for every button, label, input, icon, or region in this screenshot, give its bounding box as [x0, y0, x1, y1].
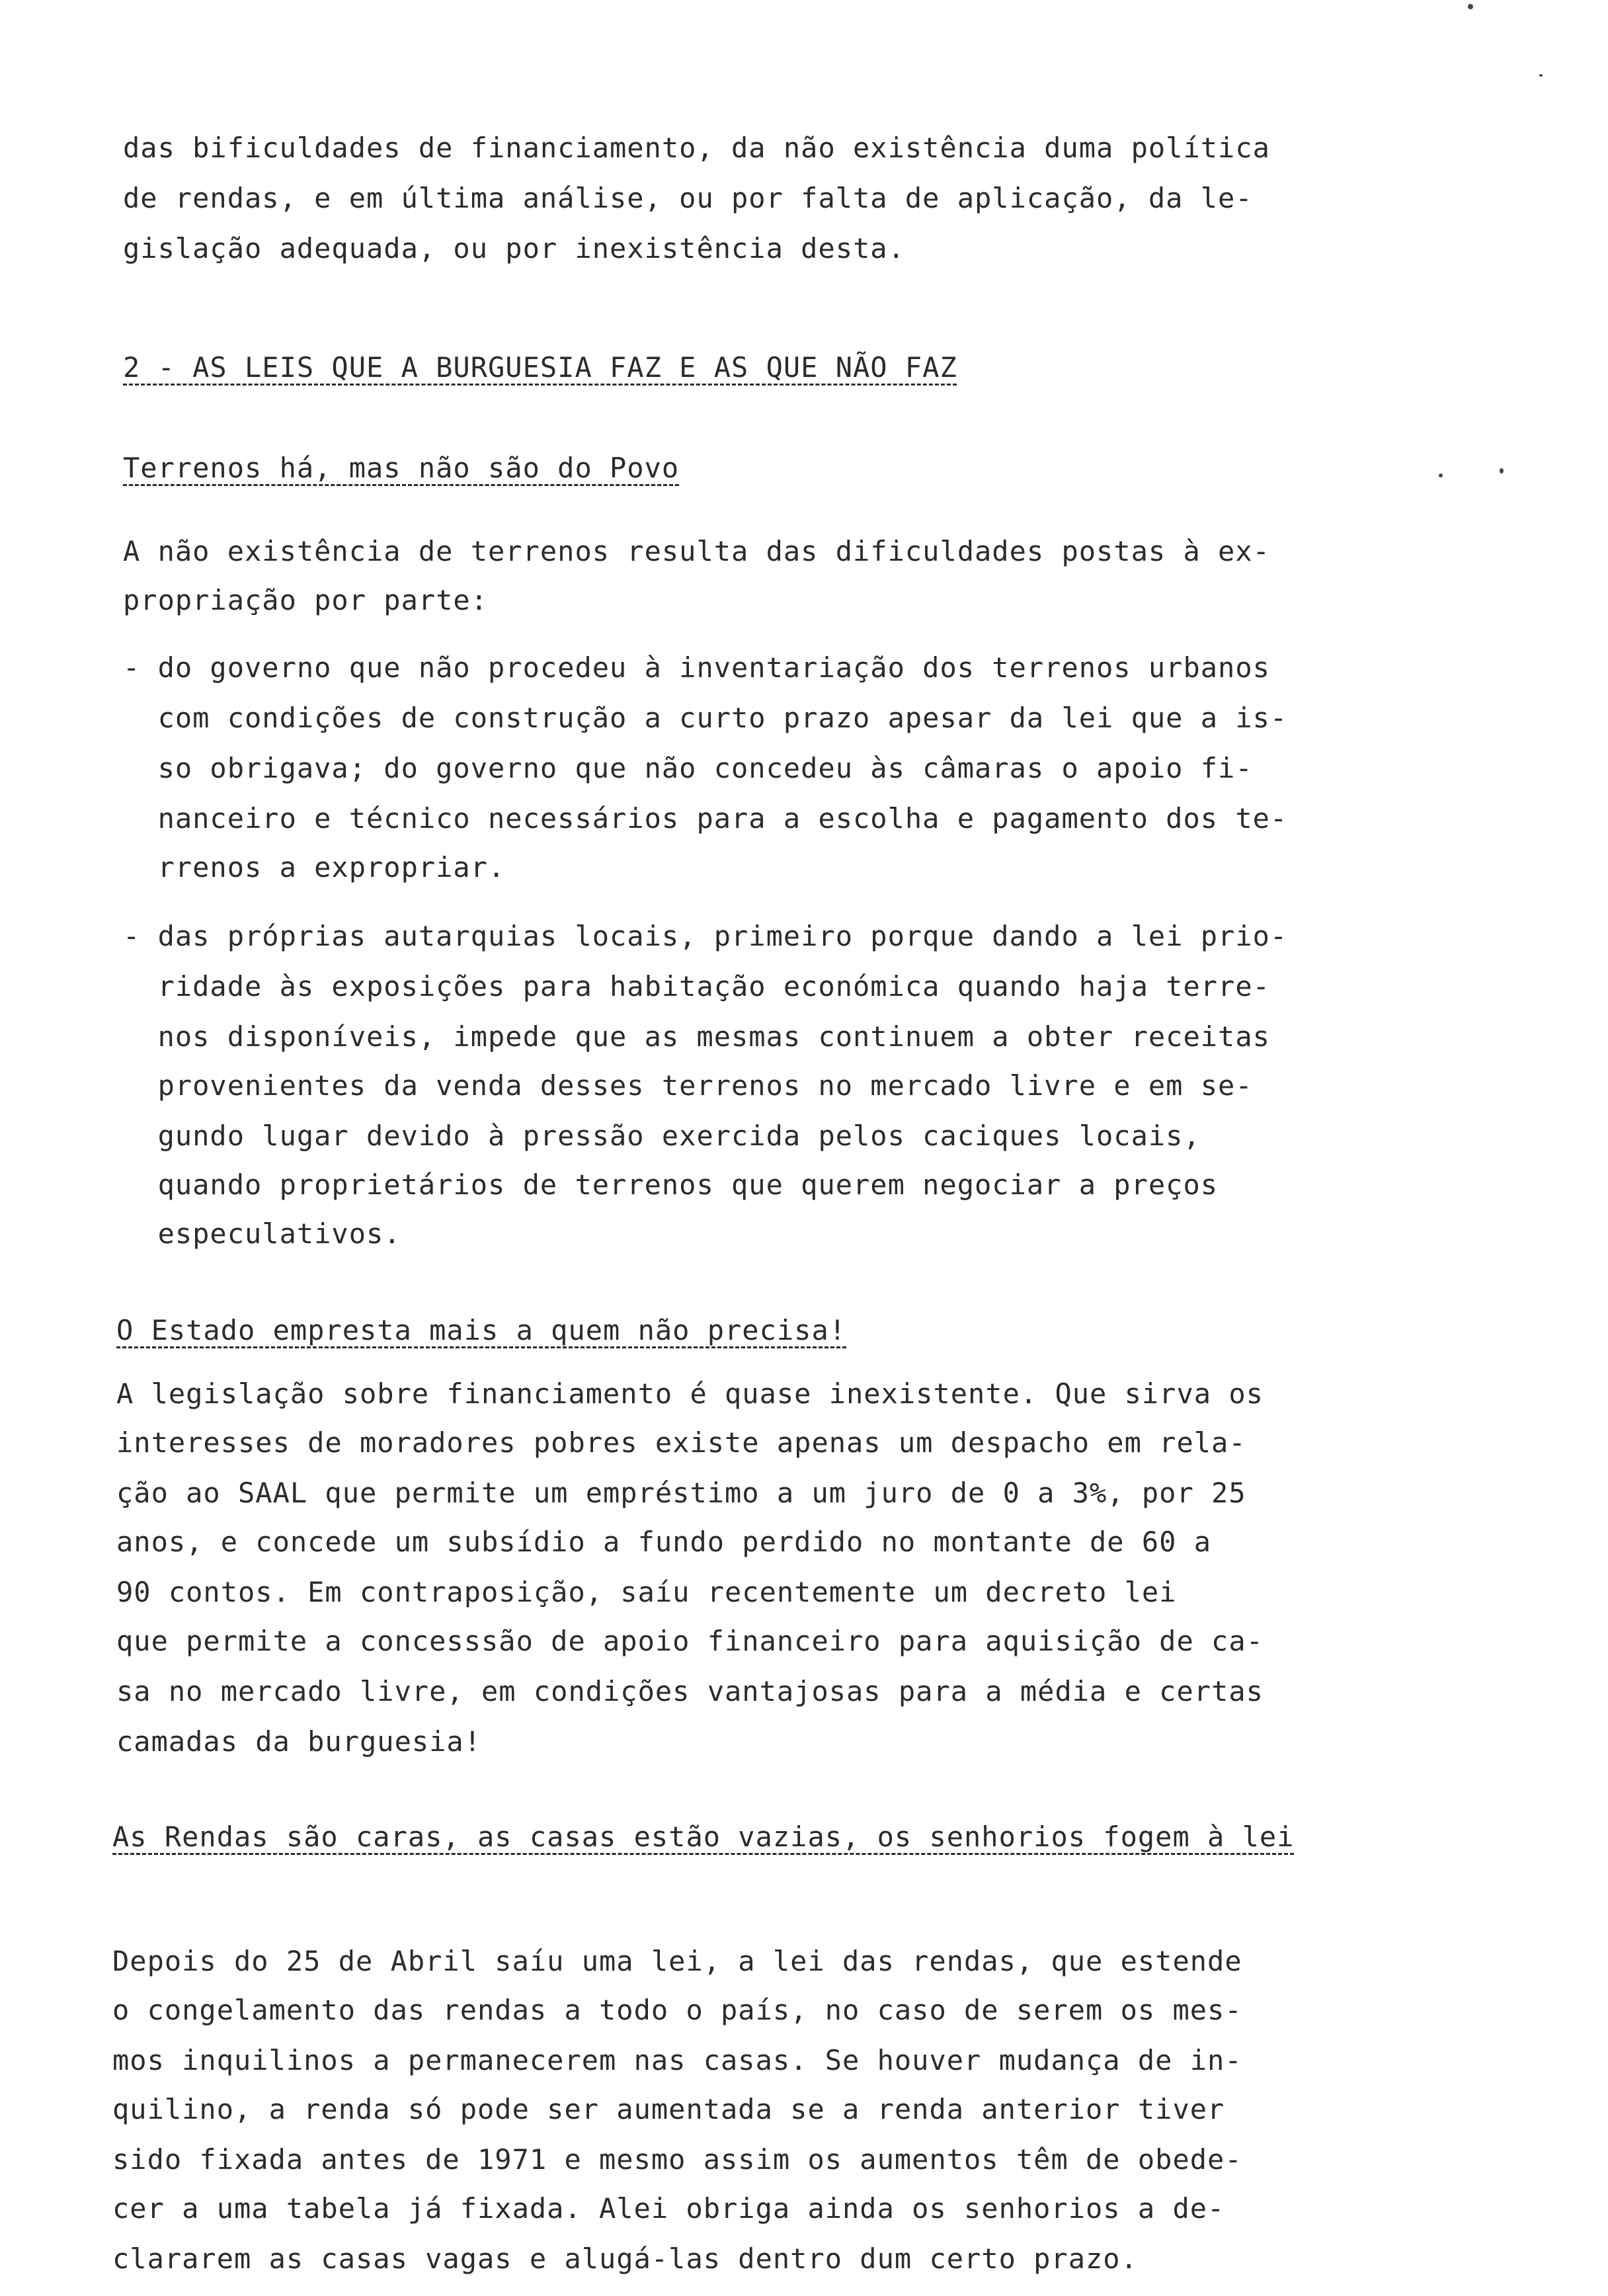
bullet-2-line-2: ridade às exposições para habitação económica quando haja terre-: [123, 970, 1270, 1003]
bullet-2-line-4: provenientes da venda desses terrenos no mercado livre e em se-: [123, 1069, 1253, 1102]
rendas-line-7: clararem as casas vagas e alugá-las dentro dum certo prazo.: [112, 2242, 1138, 2275]
terrenos-line-2: propriação por parte:: [123, 584, 489, 616]
rendas-line-4: quilino, a renda só pode ser aumentada se a renda anterior tiver: [112, 2093, 1225, 2125]
bullet-2-line-1: - das próprias autarquias locais, primeiro porque dando a lei prio-: [123, 920, 1288, 952]
rendas-line-5: sido fixada antes de 1971 e mesmo assim os aumentos têm de obede-: [112, 2143, 1242, 2176]
estado-line-1: A legislação sobre financiamento é quase inexistente. Que sirva os: [116, 1377, 1264, 1410]
bullet-1-line-5: rrenos a expropriar.: [123, 851, 506, 883]
estado-line-3: ção ao SAAL que permite um empréstimo a um juro de 0 a 3%, por 25: [116, 1477, 1246, 1509]
scan-speck: [1468, 4, 1473, 9]
rendas-line-3: mos inquilinos a permanecerem nas casas. Se houver mudança de in-: [112, 2044, 1242, 2076]
bullet-1-line-1: - do governo que não procedeu à inventariação dos terrenos urbanos: [123, 651, 1270, 684]
bullet-1-line-3: so obrigava; do governo que não concedeu às câmaras o apoio fi-: [123, 752, 1253, 784]
rendas-line-1: Depois do 25 de Abril saíu uma lei, a lei das rendas, que estende: [112, 1945, 1242, 1977]
scan-speck: [1439, 473, 1443, 477]
terrenos-heading: Terrenos há, mas não são do Povo: [123, 452, 680, 484]
estado-heading: O Estado empresta mais a quem não precisa!: [116, 1314, 847, 1346]
estado-line-7: sa no mercado livre, em condições vantajosas para a média e certas: [116, 1675, 1264, 1707]
bullet-2-line-7: especulativos.: [123, 1217, 401, 1250]
rendas-line-2: o congelamento das rendas a todo o país, no caso de serem os mes-: [112, 1994, 1242, 2026]
bullet-1-line-4: nanceiro e técnico necessários para a escolha e pagamento dos te-: [123, 802, 1288, 835]
intro-line-3: gislação adequada, ou por inexistência desta.: [123, 232, 905, 265]
intro-line-1: das bificuldades de financiamento, da não existência duma política: [123, 132, 1270, 164]
scan-speck: [1539, 74, 1543, 77]
estado-line-8: camadas da burguesia!: [116, 1725, 482, 1758]
estado-line-4: anos, e concede um subsídio a fundo perdido no montante de 60 a: [116, 1526, 1212, 1558]
bullet-2-line-6: quando proprietários de terrenos que querem negociar a preços: [123, 1168, 1219, 1201]
terrenos-line-1: A não existência de terrenos resulta das dificuldades postas à ex-: [123, 535, 1270, 567]
bullet-1-line-2: com condições de construção a curto prazo apesar da lei que a is-: [123, 702, 1288, 734]
section-2-heading: 2 - AS LEIS QUE A BURGUESIA FAZ E AS QUE NÃO FAZ: [123, 351, 957, 384]
bullet-2-line-3: nos disponíveis, impede que as mesmas continuem a obter receitas: [123, 1020, 1270, 1053]
estado-line-2: interesses de moradores pobres existe apenas um despacho em rela-: [116, 1426, 1246, 1459]
scan-speck: [1500, 468, 1504, 473]
estado-line-6: que permite a concesssão de apoio financeiro para aquisição de ca-: [116, 1625, 1264, 1657]
rendas-line-6: cer a uma tabela já fixada. Alei obriga ainda os senhorios a de-: [112, 2192, 1225, 2225]
bullet-2-line-5: gundo lugar devido à pressão exercida pelos caciques locais,: [123, 1120, 1201, 1152]
intro-line-2: de rendas, e em última análise, ou por falta de aplicação, da le-: [123, 182, 1253, 214]
rendas-heading: As Rendas são caras, as casas estão vazias, os senhorios fogem à lei: [112, 1821, 1295, 1853]
estado-line-5: 90 contos. Em contraposição, saíu recentemente um decreto lei: [116, 1576, 1177, 1608]
